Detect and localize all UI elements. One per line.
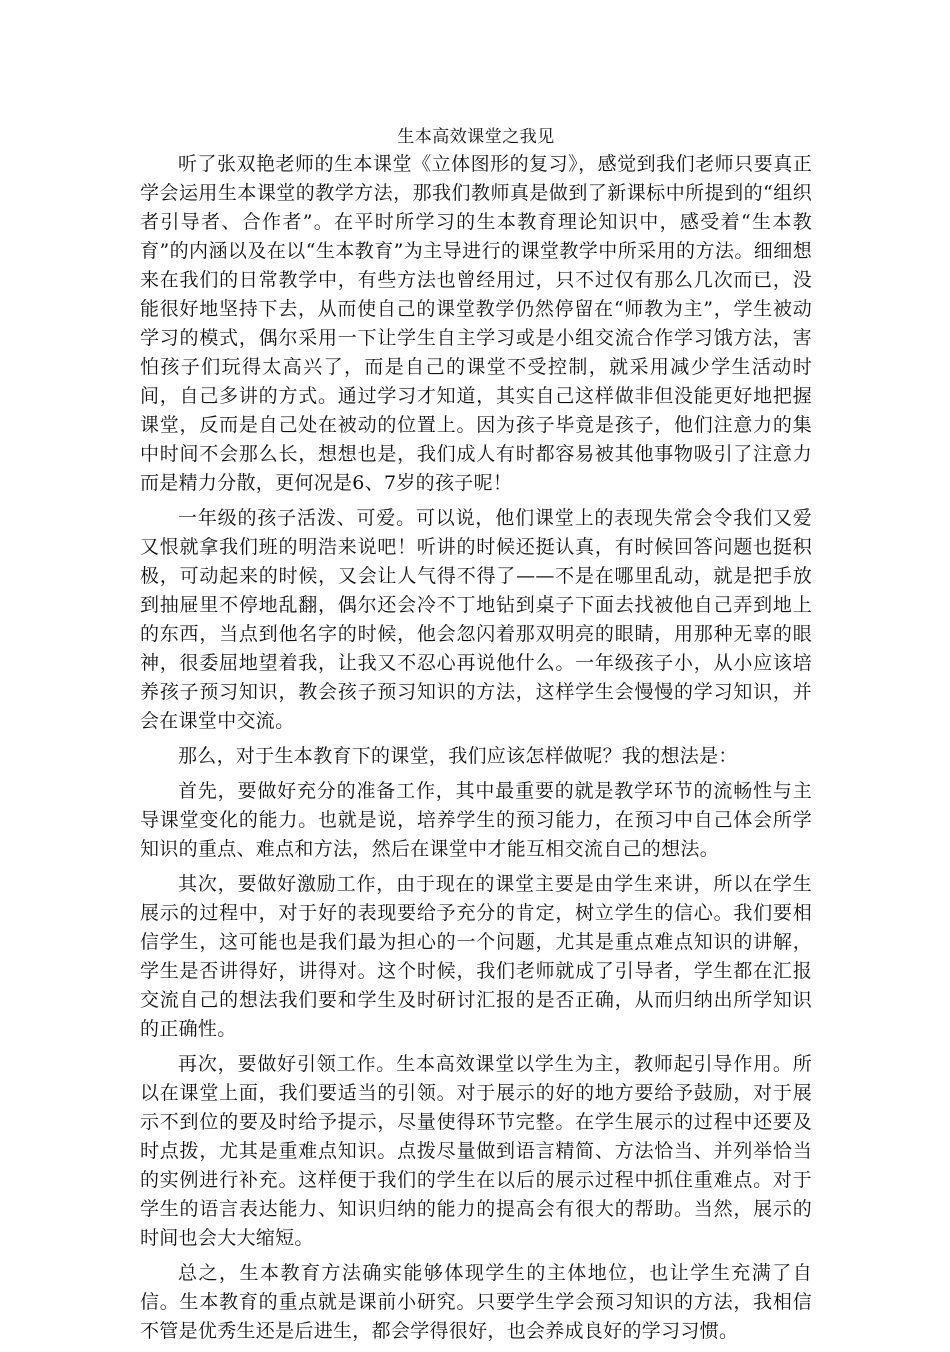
paragraph-3: 那么，对于生本教育下的课堂，我们应该怎样做呢？我的想法是： bbox=[178, 745, 738, 767]
paragraph-1: 听了张双艳老师的生本课堂《立体图形的复习》，感觉到我们老师只要真正学会运用生本课堂的教学方法，那我们教师真是做到了新课标中所提到的“组织者引导者、合作者”。在平时所学习的生本教育理论知识中，感受着“生本教育”的内涵以及在以“生本教育”为主导进行的课堂教学中所采用的方法。细细想来在我们的日常教学中，有些方法也曾经用过，只不过仅有那么几次而已，没能很好地坚持下去，从而使自己的课堂教学仍然停留在“师教为主”，学生被动学习的模式，偶尔采用一下让学生自主学习或是小组交流合作学习饿方法，害怕孩子们玩得太高兴了，而是自己的课堂不受控制，就采用减少学生活动时间，自己多讲的方式。通过学习才知道，其实自己这样做非但没能更好地把握课堂，反而是自己处在被动的位置上。因为孩子毕竟是孩子，他们注意力的集中时间不会那么长，想想也是，我们成人有时都容易被其他事物吸引了注意力而是精力分散，更何况是6、7岁的孩子呢！ bbox=[140, 153, 812, 494]
document-title: 生本高效课堂之我见 bbox=[397, 127, 555, 147]
paragraph-2: 一年级的孩子活泼、可爱。可以说，他们课堂上的表现失常会令我们又爱又恨就拿我们班的明浩来说吧！听讲的时候还挺认真，有时候回答问题也挺积极，可动起来的时候，又会让人气得不得了——不是在哪里乱动，就是把手放到抽屉里不停地乱翻，偶尔还会冷不丁地钻到桌子下面去找被他自己弄到地上的东西，当点到他名字的时候，他会忽闪着那双明亮的眼睛，用那种无辜的眼神，很委屈地望着我，让我又不忍心再说他什么。一年级孩子小，从小应该培养孩子预习知识，教会孩子预习知识的方法，这样学生会慢慢的学习知识，并会在课堂中交流。 bbox=[140, 507, 812, 732]
paragraph-6: 再次，要做好引领工作。生本高效课堂以学生为主，教师起引导作用。所以在课堂上面，我们要适当的引领。对于展示的好的地方要给予鼓励，对于展示不到位的要及时给予提示，尽量使得环节完整。在学生展示的过程中还要及时点拨，尤其是重难点知识。点拨尽量做到语言精简、方法恰当、并列举恰当的实例进行补充。这样便于我们的学生在以后的展示过程中抓住重难点。对于学生的语言表达能力、知识归纳的能力的提高会有很大的帮助。当然，展示的时间也会大大缩短。 bbox=[140, 1053, 812, 1249]
paragraph-7: 总之，生本教育方法确实能够体现学生的主体地位，也让学生充满了自信。生本教育的重点就是课前小研究。只要学生学会预习知识的方法，我相信不管是优秀生还是后进生，都会学得很好，也会养成良好的学习习惯。 bbox=[140, 1262, 812, 1342]
paragraph-5: 其次，要做好激励工作，由于现在的课堂主要是由学生来讲，所以在学生展示的过程中，对于好的表现要给予充分的肯定，树立学生的信心。我们要相信学生，这可能也是我们最为担心的一个问题，尤其是重点难点知识的讲解，学生是否讲得好，讲得对。这个时候，我们老师就成了引导者，学生都在汇报交流自己的想法我们要和学生及时研讨汇报的是否正确，从而归纳出所学知识的正确性。 bbox=[140, 873, 812, 1040]
paragraph-4: 首先，要做好充分的准备工作，其中最重要的就是教学环节的流畅性与主导课堂变化的能力。也就是说，培养学生的预习能力，在预习中自己体会所学知识的重点、难点和方法，然后在课堂中才能互相交流自己的想法。 bbox=[140, 780, 812, 860]
document-page bbox=[140, 124, 812, 1352]
